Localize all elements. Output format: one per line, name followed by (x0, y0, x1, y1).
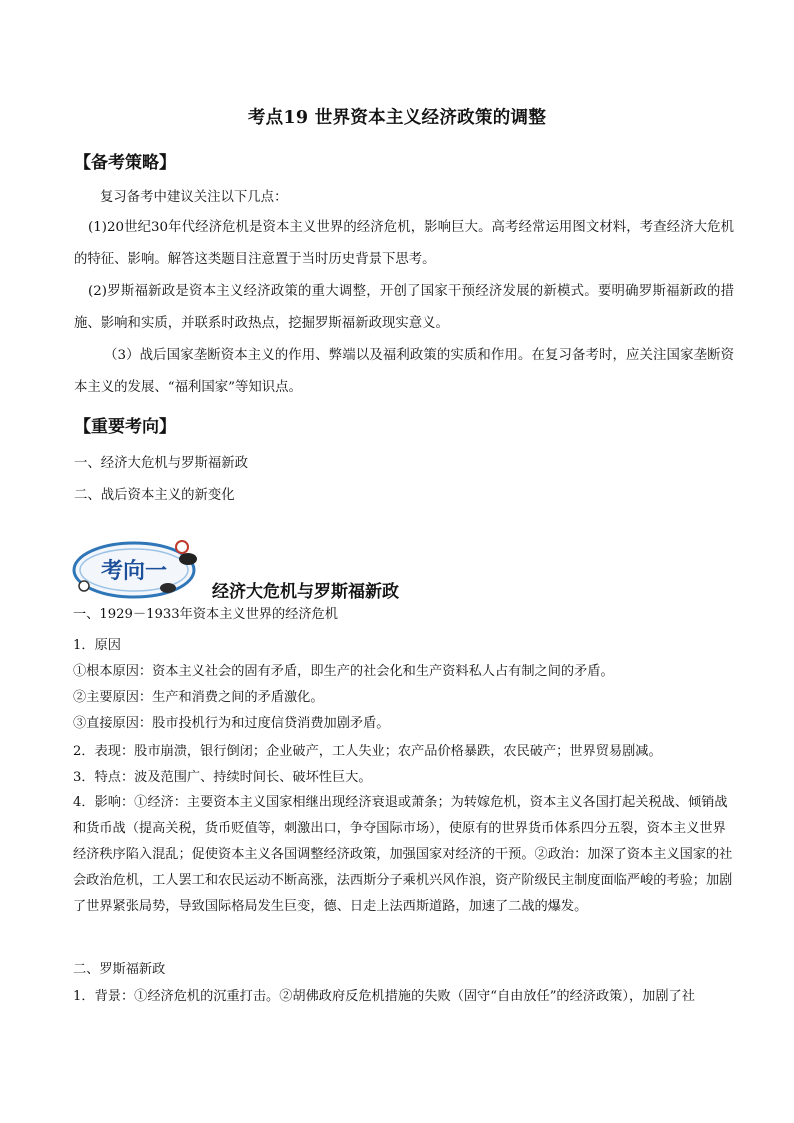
direction-item-2: 二、战后资本主义的新变化 (74, 488, 235, 503)
page-title: 考点19 世界资本主义经济政策的调整 (247, 108, 547, 128)
body-line-7: 3．特点：波及范围广、持续时间长、破坏性巨大。 (73, 770, 372, 785)
body-line-6: 2．表现：股市崩溃，银行倒闭；企业破产，工人失业；农产品价格暴跌，农民破产；世界贸易剧减。 (73, 744, 662, 759)
body-line-1: 一、1929－1933年资本主义世界的经济危机 (73, 607, 338, 622)
body-line-10: 1．背景：①经济危机的沉重打击。②胡佛政府反危机措施的失败（固守“自由放任”的经济政策），加剧了社 (73, 989, 695, 1004)
badge-red-dot (176, 541, 188, 553)
badge-dark-blob (179, 553, 197, 565)
body-paragraph-impact: 4．影响：①经济：主要资本主义国家相继出现经济衰退或萧条；为转嫁危机，资本主义各国打起关税战、倾销战和货币战（提高关税，货币贬值等，刺激出口，争夺国际市场），使原有的世界货币体系四分五裂，资本主义世界经济秩序陷入混乱；促使资本主义各国调整经济政策，加强国家对经济的干预。②政治：加深了资本主义国家的社会政治危机，工人罢工和农民运动不断高涨，法西斯分子乘机兴风作浪，资产阶级民主制度面临严峻的考验；加剧了世界紧张局势，导致国际格局发生巨变，德、日走上法西斯道路，加速了二战的爆发。 (73, 795, 733, 914)
body-line-9: 二、罗斯福新政 (73, 962, 166, 977)
badge-text: 考向一 (100, 558, 168, 584)
body-line-3: ①根本原因：资本主义社会的固有矛盾，即生产的社会化和生产资料私人占有制之间的矛盾。 (73, 664, 614, 679)
kaoxiang-heading: 经济大危机与罗斯福新政 (212, 582, 399, 602)
body-line-4: ②主要原因：生产和消费之间的矛盾激化。 (73, 690, 324, 705)
body-line-5: ③直接原因：股市投机行为和过度信贷消费加剧矛盾。 (73, 716, 390, 731)
prep-paragraph-3: （3）战后国家垄断资本主义的作用、弊端以及福利政策的实质和作用。在复习备考时，应关注国家垄断资本主义的发展、“福利国家”等知识点。 (74, 348, 734, 395)
key-directions-heading: 【重要考向】 (74, 417, 176, 437)
prep-strategy-heading: 【备考策略】 (74, 153, 176, 173)
kaoxiang-badge (70, 538, 210, 606)
prep-paragraph-2: (2)罗斯福新政是资本主义经济政策的重大调整，开创了国家干预经济发展的新模式。要明确罗斯福新政的措施、影响和实质，并联系时政热点，挖掘罗斯福新政现实意义。 (74, 284, 734, 331)
badge-dark-blob-2 (160, 583, 176, 593)
kaoxiang-badge-graphic (70, 538, 210, 602)
prep-paragraph-1: (1)20世纪30年代经济危机是资本主义世界的经济危机，影响巨大。高考经常运用图文材料，考查经济大危机的特征、影响。解答这类题目注意置于当时历史背景下思考。 (74, 220, 734, 267)
prep-intro: 复习备考中建议关注以下几点： (100, 190, 288, 205)
badge-ring-dot (79, 581, 89, 591)
direction-item-1: 一、经济大危机与罗斯福新政 (74, 456, 249, 471)
body-line-2: 1．原因 (73, 638, 121, 653)
